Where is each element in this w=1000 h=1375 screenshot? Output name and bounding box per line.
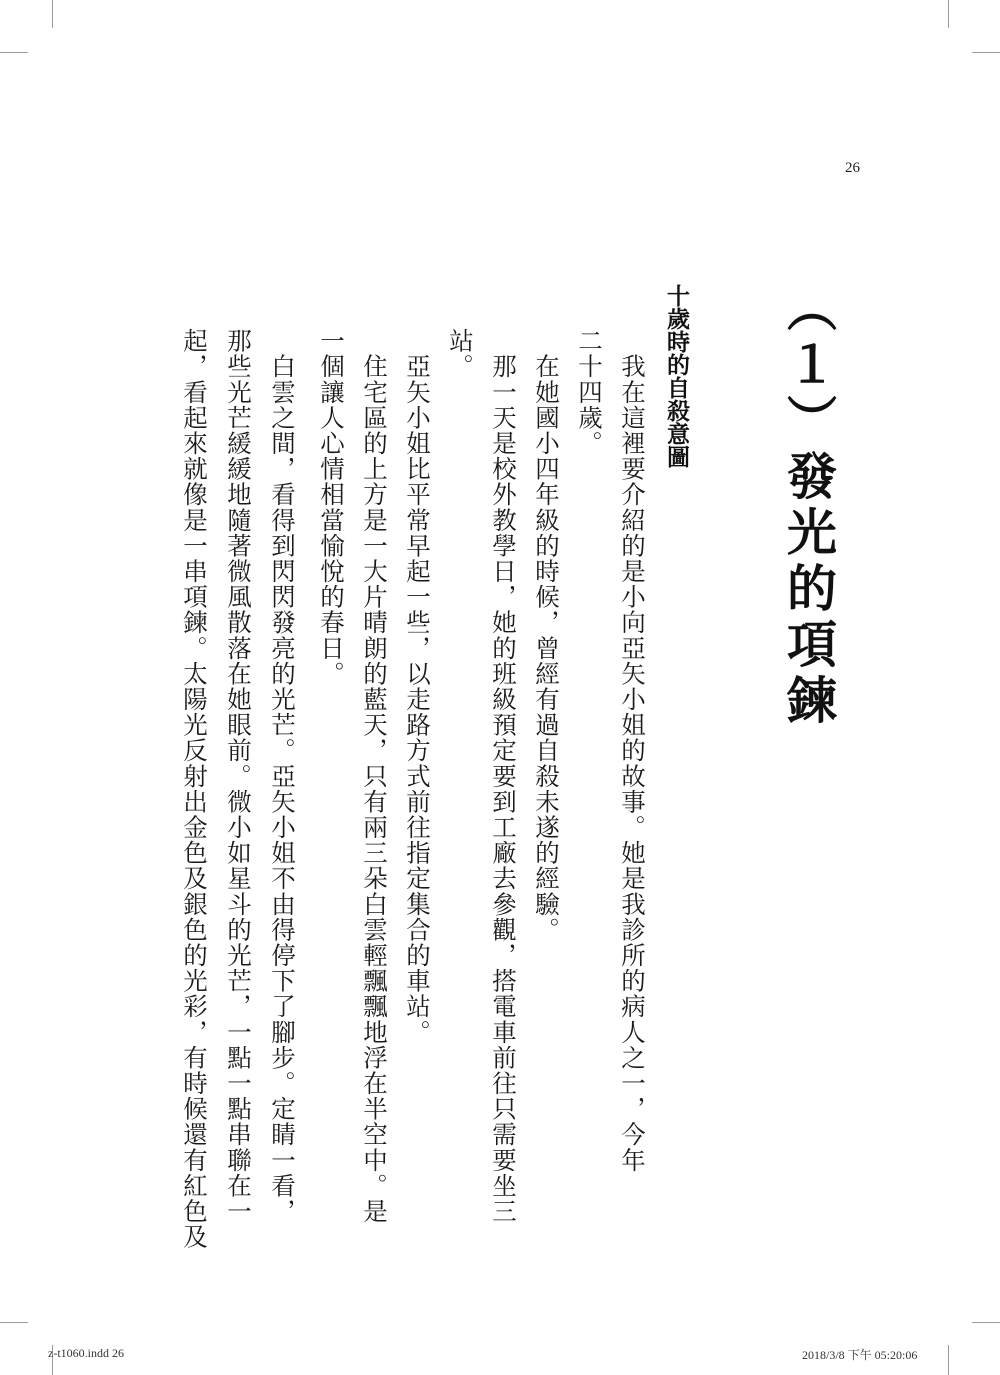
crop-mark [0,52,28,53]
body-line: 一個讓人心情相當愉悅的春日。 [317,328,346,687]
crop-mark [972,1322,1000,1323]
body-line: 在她國小四年級的時候，曾經有過自殺未遂的經驗。 [532,328,561,943]
body-line: 那些光芒緩緩地隨著微風散落在她眼前。微小如星斗的光芒，一點一點串聯在一 [224,328,253,1224]
crop-mark [948,0,949,28]
body-line: 亞矢小姐比平常早起一些，以走路方式前往指定集合的車站。 [403,328,432,1045]
crop-mark [0,1322,28,1323]
chapter-title: （１）發光的項鍊 [779,282,837,730]
footer-file-info: z-t1060.indd 26 [48,1346,124,1360]
body-line: 站。 [446,328,475,380]
crop-mark [972,52,1000,53]
body-line: 二十四歲。 [575,328,604,456]
section-heading: 十歲時的自殺意圖 [663,284,689,468]
body-line: 白雲之間，看得到閃閃發亮的光芒。亞矢小姐不由得停下了腳步。定睛一看， [268,328,297,1224]
page-number: 26 [845,160,860,176]
crop-mark [948,1345,949,1375]
body-line: 住宅區的上方是一大片晴朗的藍天，只有兩三朵白雲輕飄飄地浮在半空中。是 [360,328,389,1224]
body-line: 我在這裡要介紹的是小向亞矢小姐的故事。她是我診所的病人之一，今年 [618,328,647,1173]
body-line: 那一天是校外教學日，她的班級預定要到工廠去參觀，搭電車前往只需要坐三 [489,328,518,1224]
footer-timestamp: 2018/3/8 下午 05:20:06 [802,1348,918,1362]
body-line: 起，看起來就像是一串項鍊。太陽光反射出金色及銀色的光彩，有時候還有紅色及 [180,328,209,1250]
crop-mark [52,0,53,28]
